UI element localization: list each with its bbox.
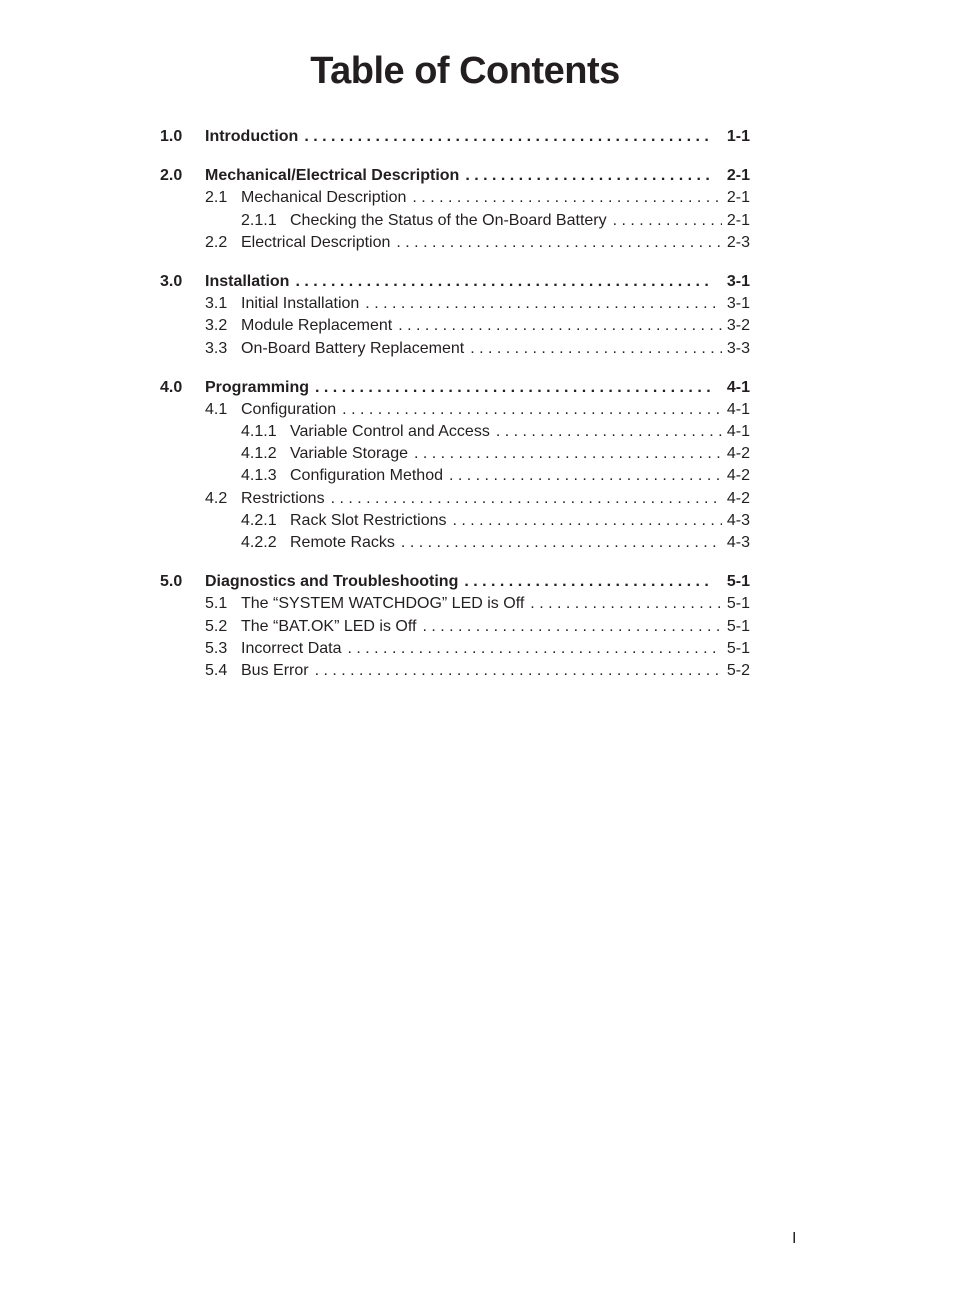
- toc-entry-page: 4-2: [726, 445, 750, 463]
- toc-entry-page: 4-2: [726, 489, 750, 507]
- toc-entry[interactable]: [160, 445, 750, 467]
- toc-entry-title: Mechanical/Electrical Description: [205, 167, 460, 185]
- toc-entry-number: 5.1: [205, 595, 228, 613]
- toc-entry-number: 4.1.2: [241, 445, 277, 463]
- toc-entry[interactable]: [160, 295, 750, 317]
- toc-entry-number: 4.1.1: [241, 423, 277, 441]
- toc-main-entry[interactable]: [160, 379, 750, 401]
- toc-section: [160, 128, 750, 150]
- toc-main-entry[interactable]: [160, 128, 750, 150]
- toc-entry-number: 4.2: [205, 489, 228, 507]
- toc-entry-number: 3.1: [205, 295, 228, 313]
- dot-leader: [453, 512, 722, 530]
- page-title: Table of Contents: [310, 50, 620, 92]
- toc-entry-title: Rack Slot Restrictions: [290, 511, 447, 529]
- toc-entry[interactable]: [160, 467, 750, 489]
- toc-entry-title: The “SYSTEM WATCHDOG” LED is Off: [241, 595, 525, 613]
- toc-entry-page: 4-1: [726, 423, 750, 441]
- toc-entry-page: 2-3: [726, 233, 750, 251]
- toc-entry[interactable]: [160, 534, 750, 556]
- toc-entry-page: 5-2: [726, 661, 750, 679]
- toc-entry-number: 2.2: [205, 233, 228, 251]
- toc-entry[interactable]: [160, 640, 750, 662]
- toc-entry-number: 4.1: [205, 400, 228, 418]
- toc-entry[interactable]: [160, 618, 750, 640]
- toc-entry[interactable]: [160, 317, 750, 339]
- dot-leader: [470, 340, 722, 358]
- toc-section: [160, 167, 750, 256]
- dot-leader: [342, 401, 722, 419]
- toc-entry-title: Remote Racks: [290, 534, 395, 551]
- toc-entry-page: 5-1: [726, 617, 750, 635]
- toc-section: [160, 573, 750, 684]
- dot-leader: [315, 379, 713, 397]
- toc-entry-page: 2-1: [726, 167, 750, 185]
- toc-entry-page: 2-1: [726, 211, 750, 229]
- toc-entry-title: Variable Control and Access: [290, 423, 490, 441]
- toc-entry-title: Checking the Status of the On-Board Battery: [290, 211, 607, 229]
- toc-entry-number: 5.2: [205, 617, 228, 635]
- toc-main-entry[interactable]: [160, 167, 750, 189]
- toc-section: [160, 273, 750, 362]
- toc-entry-number: 1.0: [160, 128, 183, 145]
- table-of-contents: [160, 128, 750, 701]
- toc-entry-page: 4-3: [726, 534, 750, 551]
- toc-entry-number: 4.2.2: [241, 534, 277, 551]
- toc-entry-page: 3-3: [726, 339, 750, 357]
- toc-entry-title: Incorrect Data: [241, 639, 342, 657]
- dot-leader: [412, 189, 721, 207]
- dot-leader: [496, 423, 722, 441]
- toc-entry-title: Electrical Description: [241, 233, 391, 251]
- toc-entry-title: Diagnostics and Troubleshooting: [205, 573, 459, 591]
- toc-entry-page: 3-1: [726, 272, 750, 290]
- toc-entry-title: Variable Storage: [290, 445, 408, 463]
- dot-leader: [365, 295, 722, 313]
- toc-entry-number: 3.3: [205, 339, 228, 357]
- dot-leader: [396, 234, 721, 252]
- toc-entry-number: 3.0: [160, 272, 183, 290]
- toc-entry-title: Bus Error: [241, 661, 309, 679]
- toc-entry[interactable]: [160, 512, 750, 534]
- toc-entry-number: 2.1.1: [241, 211, 277, 229]
- toc-entry-title: The “BAT.OK” LED is Off: [241, 617, 417, 635]
- toc-entry-number: 2.0: [160, 167, 183, 185]
- toc-entry-page: 4-2: [726, 467, 750, 485]
- toc-entry-number: 3.2: [205, 317, 228, 335]
- toc-entry-page: 4-1: [726, 378, 750, 396]
- toc-entry-title: Configuration Method: [290, 467, 443, 485]
- toc-entry-title: Programming: [205, 378, 310, 396]
- dot-leader: [304, 128, 713, 146]
- dot-leader: [449, 467, 722, 485]
- toc-entry-number: 2.1: [205, 189, 228, 207]
- toc-entry-number: 5.3: [205, 639, 228, 657]
- toc-section: [160, 379, 750, 557]
- toc-entry[interactable]: [160, 212, 750, 234]
- toc-entry-page: 4-3: [726, 511, 750, 529]
- toc-entry[interactable]: [160, 340, 750, 362]
- toc-entry-title: Restrictions: [241, 489, 325, 507]
- dot-leader: [398, 317, 722, 335]
- toc-entry[interactable]: [160, 490, 750, 512]
- toc-entry-page: 3-2: [726, 317, 750, 335]
- dot-leader: [315, 662, 722, 680]
- toc-entry[interactable]: [160, 662, 750, 684]
- dot-leader: [530, 595, 722, 613]
- dot-leader: [613, 212, 722, 230]
- toc-main-entry[interactable]: [160, 573, 750, 595]
- toc-entry-title: Configuration: [241, 400, 337, 418]
- toc-entry-title: Module Replacement: [241, 317, 393, 335]
- toc-entry[interactable]: [160, 234, 750, 256]
- page-folio: I: [792, 1230, 797, 1247]
- toc-entry[interactable]: [160, 423, 750, 445]
- toc-entry[interactable]: [160, 595, 750, 617]
- dot-leader: [295, 273, 712, 291]
- toc-entry-title: Mechanical Description: [241, 189, 407, 207]
- toc-entry-title: Installation: [205, 272, 290, 290]
- dot-leader: [401, 534, 722, 552]
- toc-entry[interactable]: [160, 401, 750, 423]
- toc-entry-title: Initial Installation: [241, 295, 360, 313]
- toc-entry-title: On-Board Battery Replacement: [241, 339, 465, 357]
- toc-entry-page: 3-1: [726, 295, 750, 313]
- toc-entry-page: 2-1: [726, 189, 750, 207]
- toc-entry-page: 5-1: [726, 573, 750, 591]
- toc-main-entry[interactable]: [160, 273, 750, 295]
- dot-leader: [414, 445, 722, 463]
- toc-entry-page: 5-1: [726, 639, 750, 657]
- toc-entry-title: Introduction: [205, 128, 299, 145]
- toc-entry[interactable]: [160, 189, 750, 211]
- toc-entry-number: 4.1.3: [241, 467, 277, 485]
- dot-leader: [347, 640, 721, 658]
- toc-entry-number: 5.0: [160, 573, 183, 591]
- dot-leader: [465, 167, 713, 185]
- toc-entry-number: 5.4: [205, 661, 228, 679]
- dot-leader: [422, 618, 721, 636]
- toc-entry-page: 4-1: [726, 400, 750, 418]
- dot-leader: [464, 573, 713, 591]
- toc-entry-number: 4.0: [160, 378, 183, 396]
- toc-entry-number: 4.2.1: [241, 511, 277, 529]
- toc-entry-page: 1-1: [726, 128, 750, 145]
- dot-leader: [331, 490, 722, 508]
- toc-entry-page: 5-1: [726, 595, 750, 613]
